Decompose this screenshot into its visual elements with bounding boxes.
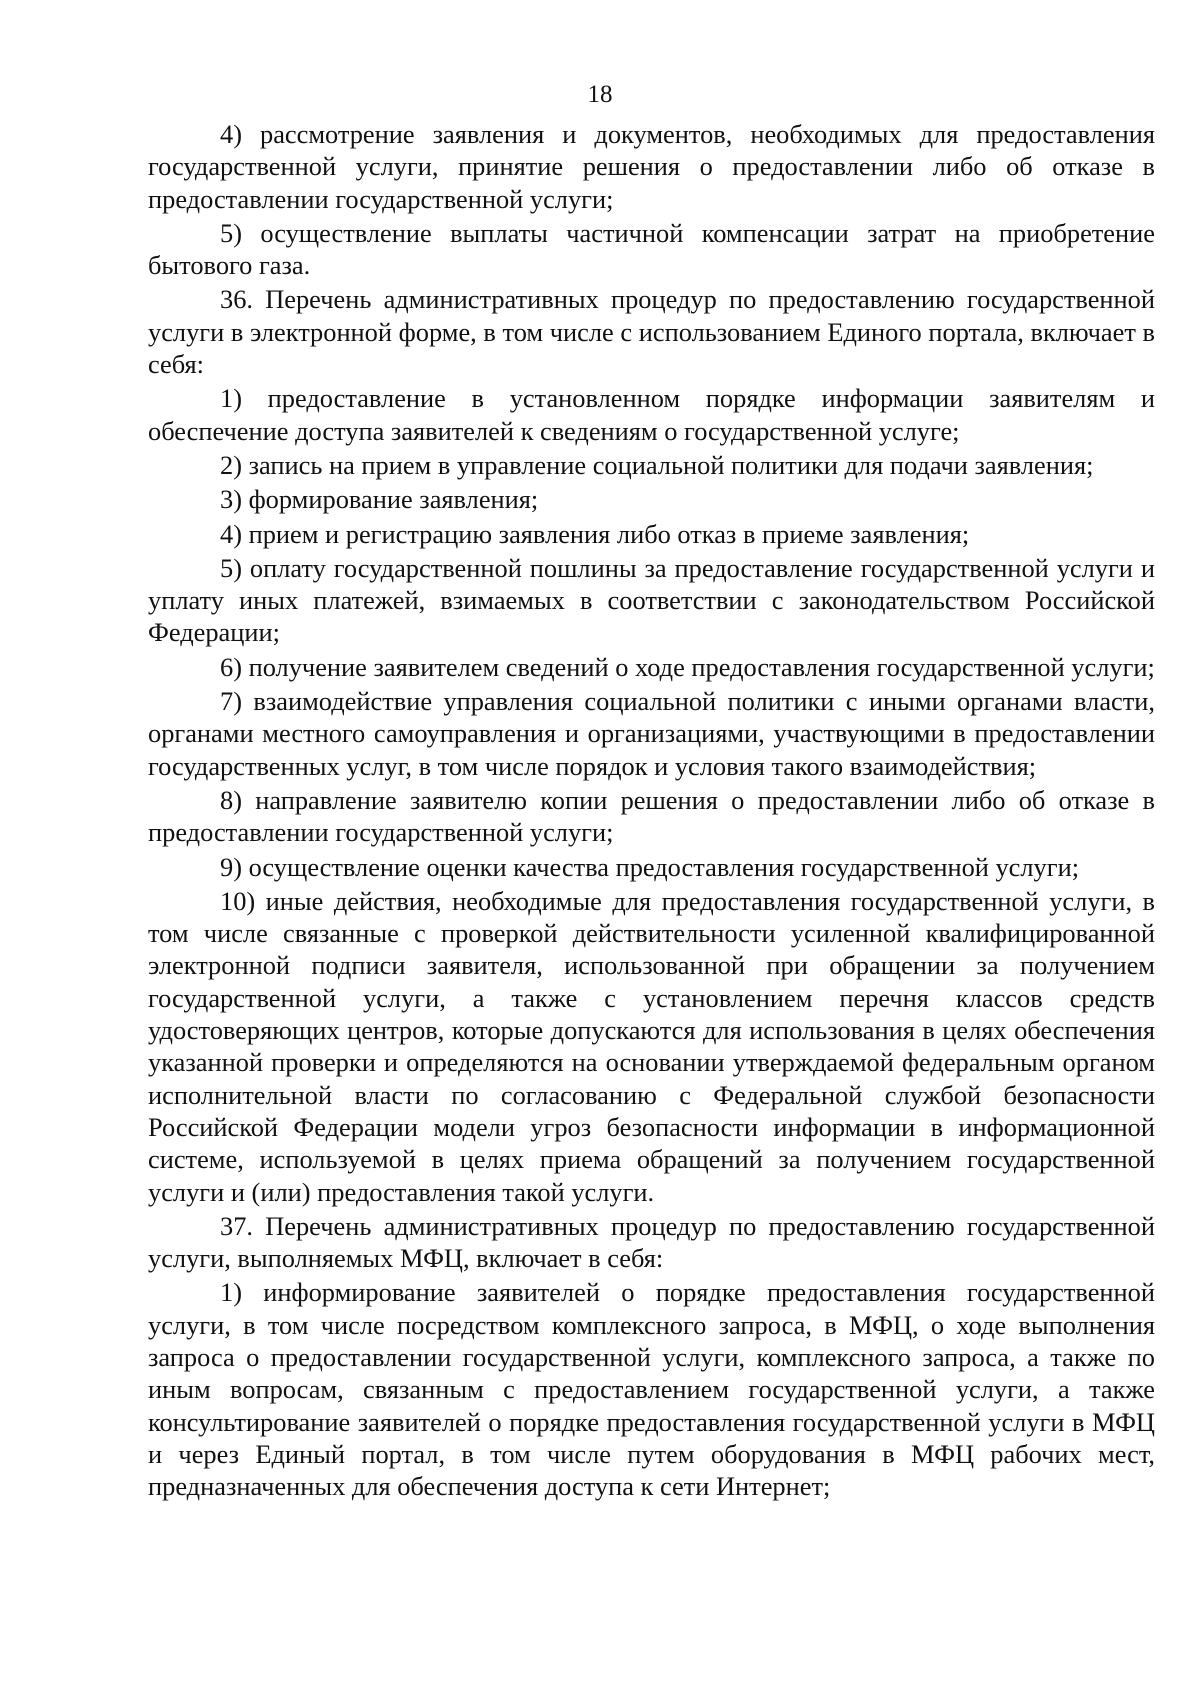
paragraph-36-item-9: 9) осуществление оценки качества предоставления государственной услуги; <box>220 851 1080 882</box>
paragraph-36-item-7: 7) взаимодействие управления социальной политики с иными органами власти, органами местного самоуправления и организациями, участвующими в предоставлении государственных услуг, в том числе порядок и условия такого взаимодействия; <box>148 686 1155 781</box>
page-number: 18 <box>587 81 613 108</box>
paragraph-item-5-payment: 5) осуществление выплаты частичной компенсации затрат на приобретение бытового газа. <box>148 217 1155 281</box>
paragraph-36-item-2: 2) запись на прием в управление социальной политики для подачи заявления; <box>220 449 1094 480</box>
paragraph-item-4-review: 4) рассмотрение заявления и документов, необходимых для предоставления государственной услуги, принятие решения о предоставлении либо об отказе в предоставлении государственной услуги; <box>148 119 1155 214</box>
paragraph-36-item-10: 10) иные действия, необходимые для предоставления государственной услуги, в том числе связанные с проверкой действительности усиленной квалифицированной электронной подписи заявителя, использованной при обращении за получением государственной услуги, а также с установлением перечня классов средств удостоверяющих центров, которые допускаются для использования в целях обеспечения указанной проверки и определяются на основании утверждаемой федеральным органом исполнительной власти по согласованию с Федеральной службой безопасности Российской Федерации модели угроз безопасности информации в информационной системе, используемой в целях приема обращений за получением государственной услуги и (или) предоставления такой услуги. <box>148 885 1155 1207</box>
paragraph-37-item-1: 1) информирование заявителей о порядке предоставления государственной услуги, в том числе посредством комплексного запроса, в МФЦ, о ходе выполнения запроса о предоставлении государственной услуги, комплексного запроса, а также по иным вопросам, связанным с предоставлением государственной услуги, а также консультирование заявителей о порядке предоставления государственной услуги в МФЦ и через Единый портал, в том числе путем оборудования в МФЦ рабочих мест, предназначенных для обеспечения доступа к сети Интернет; <box>148 1277 1155 1502</box>
paragraph-36-item-8: 8) направление заявителю копии решения о предоставлении либо об отказе в предоставлении государственной услуги; <box>148 784 1155 848</box>
paragraph-36-item-1: 1) предоставление в установленном порядке информации заявителям и обеспечение доступа заявителей к сведениям о государственной услуге; <box>148 383 1155 446</box>
paragraph-36-item-3: 3) формирование заявления; <box>220 484 539 515</box>
paragraph-37-heading: 37. Перечень административных процедур по предоставлению государственной услуги, выполняемых МФЦ, включает в себя: <box>148 1210 1155 1274</box>
paragraph-36-item-4: 4) прием и регистрацию заявления либо отказ в приеме заявления; <box>220 518 970 549</box>
paragraph-36-item-6: 6) получение заявителем сведений о ходе предоставления государственной услуги; <box>220 651 1155 682</box>
paragraph-36-heading: 36. Перечень административных процедур по предоставлению государственной услуги в электронной форме, в том числе с использованием Единого портала, включает в себя: <box>148 284 1155 380</box>
paragraph-36-item-5: 5) оплату государственной пошлины за предоставление государственной услуги и уплату иных платежей, взимаемых в соответствии с законодательством Российской Федерации; <box>148 552 1155 648</box>
document-body <box>148 118 1155 1504</box>
